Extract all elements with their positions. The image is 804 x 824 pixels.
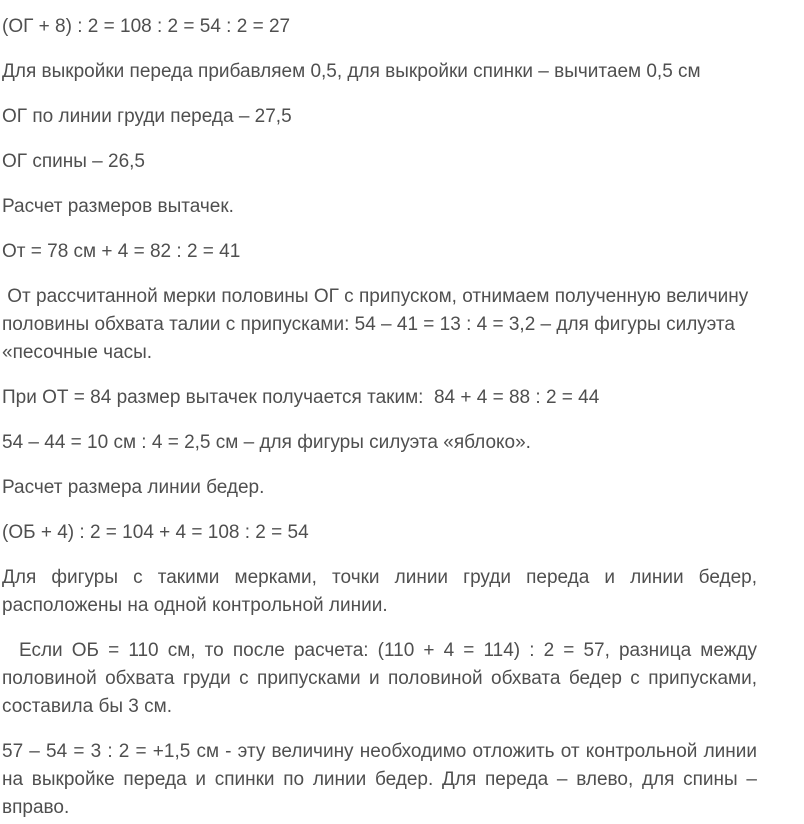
- paragraph-control-line-note: Для фигуры с такими мерками, точки линии груди переда и линии бедер, расположены на одной контрольной линии.: [2, 567, 757, 616]
- paragraph-hip-line-calc-title: Расчет размера линии бедер.: [2, 477, 265, 498]
- paragraph-apple-figure-calc: 54 – 44 = 10 см : 4 = 2,5 см – для фигуры силуэта «яблоко».: [2, 432, 531, 453]
- paragraph-hourglass-figure-calc: От рассчитанной мерки половины ОГ с припуском, отнимаем полученную величину половины обхвата талии с припусками: 54 – 41 = 13 : 4 = 3,2 – для фигуры силуэта «песочные часы.: [2, 286, 754, 363]
- paragraph-ob110-example: Если ОБ = 110 см, то после расчета: (110 + 4 = 114) : 2 = 57, разница между половиной обхвата груди с припусками и половиной обхвата бедер с припусками, составила бы 3 см.: [2, 640, 757, 717]
- paragraph-og-formula: (ОГ + 8) : 2 = 108 : 2 = 54 : 2 = 27: [2, 16, 291, 37]
- paragraph-ot84-dart-calc: При ОТ = 84 размер вытачек получается таким: 84 + 4 = 88 : 2 = 44: [2, 387, 600, 408]
- paragraph-og-back-value: ОГ спины – 26,5: [2, 151, 146, 172]
- paragraph-ot-formula: От = 78 см + 4 = 82 : 2 = 41: [2, 241, 241, 262]
- paragraph-offset-instruction: 57 – 54 = 3 : 2 = +1,5 см - эту величину необходимо отложить от контрольной линии на выкройке переда и спинки по линии бедер. Для переда – влево, для спины – вправо.: [2, 741, 757, 818]
- paragraph-dart-calc-title: Расчет размеров вытачек.: [2, 196, 234, 217]
- paragraph-og-front-value: ОГ по линии груди переда – 27,5: [2, 106, 292, 127]
- paragraph-ob-formula: (ОБ + 4) : 2 = 104 + 4 = 108 : 2 = 54: [2, 522, 309, 543]
- paragraph-front-back-adjustment: Для выкройки переда прибавляем 0,5, для выкройки спинки – вычитаем 0,5 см: [2, 61, 701, 82]
